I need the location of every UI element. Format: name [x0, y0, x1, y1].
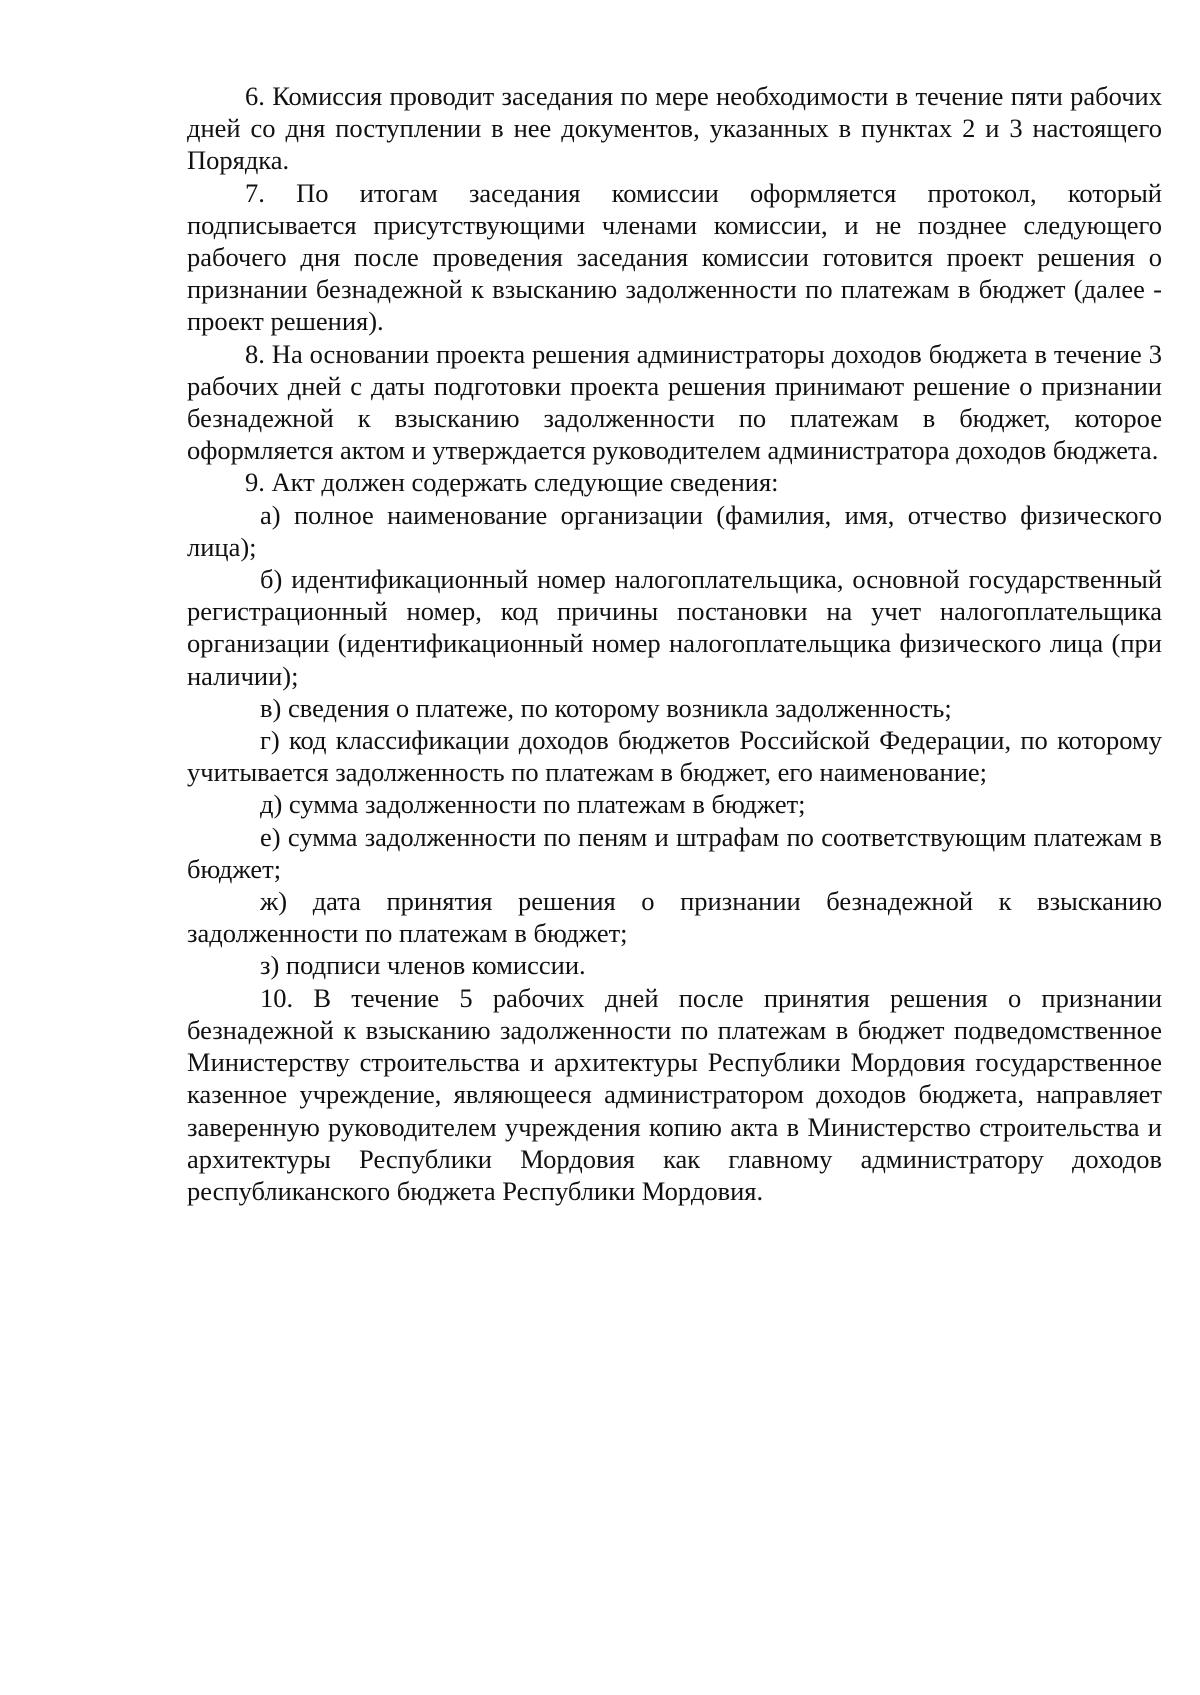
subitem-v: в) сведения о платеже, по которому возникла задолженность;	[260, 692, 952, 723]
subitem-e: е) сумма задолженности по пеням и штрафам по соответствующим платежам в бюджет;	[187, 821, 1162, 884]
paragraph-item-7: 7. По итогам заседания комиссии оформляется протокол, который подписывается присутствующими членами комиссии, и не позднее следующего рабочего дня после проведения заседания комиссии готовится проект решения о признании безнадежной к взысканию задолженности по платежам в бюджет (далее - проект решения).	[187, 177, 1162, 337]
subitem-b: б) идентификационный номер налогоплательщика, основной государственный регистрационный номер, код причины постановки на учет налогоплательщика организации (идентификационный номер налогоплательщика физического лица (при наличии);	[187, 564, 1162, 691]
paragraph-item-10: 10. В течение 5 рабочих дней после принятия решения о признании безнадежной к взысканию задолженности по платежам в бюджет подведомственное Министерству строительства и архитектуры Республики Мордовия государственное казенное учреждение, являющееся администратором доходов бюджета, направляет заверенную руководителем учреждения копию акта в Министерство строительства и архитектуры Республики Мордовия как главному администратору доходов республиканского бюджета Республики Мордовия.	[187, 982, 1162, 1206]
paragraph-item-8: 8. На основании проекта решения администраторы доходов бюджета в течение 3 рабочих дней с даты подготовки проекта решения принимают решение о признании безнадежной к взысканию задолженности по платежам в бюджет, которое оформляется актом и утверждается руководителем администратора доходов бюджета.	[187, 338, 1162, 466]
paragraph-item-6: 6. Комиссия проводит заседания по мере необходимости в течение пяти рабочих дней со дня поступлении в нее документов, указанных в пунктах 2 и 3 настоящего Порядка.	[187, 81, 1162, 176]
subitem-g: г) код классификации доходов бюджетов Российской Федерации, по которому учитывается задолженность по платежам в бюджет, его наименование;	[187, 725, 1162, 788]
subitem-zh: ж) дата принятия решения о признании безнадежной к взысканию задолженности по платежам в бюджет;	[187, 886, 1162, 949]
subitem-z: з) подписи членов комиссии.	[260, 950, 586, 981]
document-body	[187, 80, 1162, 1207]
subitem-a: а) полное наименование организации (фамилия, имя, отчество физического лица);	[187, 499, 1162, 562]
paragraph-item-9: 9. Акт должен содержать следующие сведения:	[245, 467, 779, 498]
subitem-d: д) сумма задолженности по платежам в бюджет;	[260, 789, 806, 820]
